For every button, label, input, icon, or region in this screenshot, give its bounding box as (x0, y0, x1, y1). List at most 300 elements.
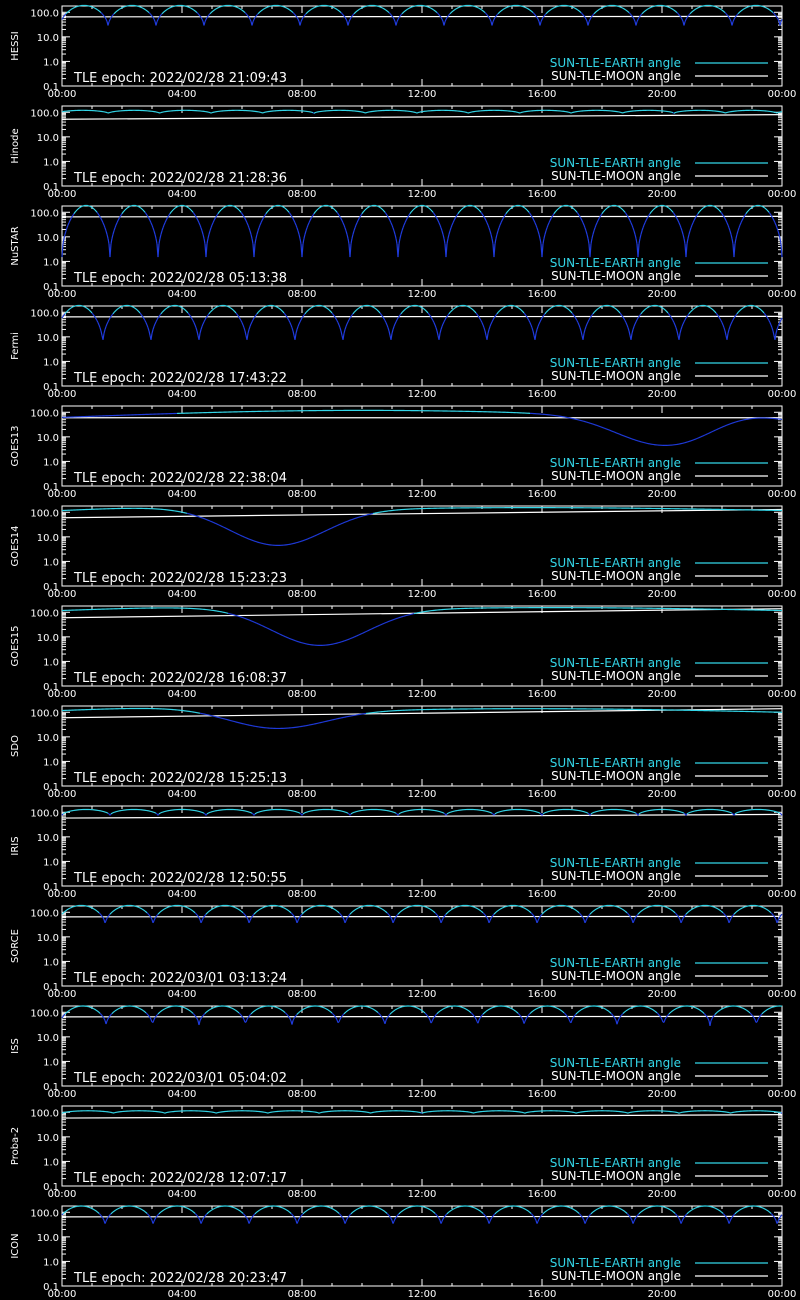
earth-angle-segment (192, 211, 193, 212)
earth-angle-segment (194, 323, 195, 325)
earth-angle-segment (493, 19, 494, 21)
earth-angle-segment (775, 15, 776, 16)
earth-angle-segment (393, 327, 394, 330)
earth-angle-segment (206, 244, 207, 257)
earth-angle-segment (415, 207, 416, 208)
earth-angle-segment (677, 219, 678, 221)
earth-angle-segment (200, 225, 201, 228)
earth-angle-segment (342, 14, 343, 15)
x-tick-label: 12:00 (407, 489, 437, 500)
earth-angle-segment (551, 9, 552, 10)
earth-angle-segment (336, 319, 337, 321)
earth-angle-segment (450, 311, 451, 312)
earth-angle-segment (527, 317, 528, 319)
earth-angle-segment (532, 12, 533, 13)
x-tick-label: 00:00 (767, 289, 797, 300)
earth-angle-segment (253, 318, 254, 320)
earth-angle-segment (777, 17, 778, 19)
earth-angle-segment (423, 308, 424, 309)
earth-angle-segment (284, 207, 285, 208)
earth-angle-segment (638, 316, 639, 318)
earth-angle-segment (259, 225, 260, 228)
earth-angle-segment (341, 219, 342, 221)
earth-angle-segment (682, 324, 683, 327)
earth-angle-segment (287, 8, 288, 9)
earth-angle-segment (309, 221, 310, 223)
earth-angle-segment (356, 223, 357, 225)
earth-angle-segment (764, 207, 765, 208)
earth-angle-segment (248, 16, 249, 17)
earth-angle-segment (742, 10, 743, 11)
earth-angle-segment (335, 8, 336, 9)
earth-angle-segment (526, 209, 527, 210)
earth-angle-segment (350, 316, 351, 318)
earth-angle-segment (331, 312, 332, 313)
earth-angle-segment (474, 206, 475, 207)
earth-angle-segment (115, 310, 116, 311)
earth-angle-segment (542, 316, 543, 318)
legend-label: SUN-TLE-EARTH angle (549, 356, 681, 370)
y-tick-label: 0.1 (43, 382, 59, 393)
earth-angle-segment (99, 11, 100, 12)
earth-angle-segment (626, 10, 627, 11)
earth-angle-segment (640, 314, 641, 315)
earth-angle-segment (693, 221, 694, 223)
earth-angle-segment (280, 309, 281, 310)
earth-angle-segment (272, 207, 273, 208)
y-tick-label: 10.0 (36, 232, 59, 244)
earth-angle-segment (761, 310, 762, 311)
earth-angle-segment (383, 8, 384, 9)
earth-angle-segment (438, 14, 439, 15)
earth-angle-segment (212, 11, 213, 12)
earth-angle-segment (734, 316, 735, 318)
earth-angle-segment (768, 9, 769, 10)
earth-angle-segment (452, 223, 453, 225)
earth-angle-segment (599, 9, 600, 10)
earth-angle-segment (164, 223, 165, 225)
earth-angle-segment (501, 309, 502, 310)
earth-angle-segment (239, 317, 240, 319)
earth-angle-segment (220, 210, 221, 211)
earth-angle-segment (185, 310, 186, 311)
x-tick-label: 12:00 (407, 189, 437, 200)
earth-angle-segment (674, 214, 675, 215)
earth-angle-segment (546, 228, 547, 231)
earth-angle-segment (727, 333, 728, 339)
earth-angle-segment (306, 311, 307, 312)
earth-angle-segment (163, 12, 164, 13)
tle-epoch: TLE epoch: 2022/02/28 21:28:36 (74, 171, 288, 186)
earth-angle-segment (591, 16, 592, 17)
earth-angle-segment (250, 231, 251, 234)
earth-angle-segment (448, 234, 449, 238)
earth-angle-segment (479, 317, 480, 319)
earth-angle-segment (408, 8, 409, 9)
earth-angle-segment (556, 210, 557, 211)
earth-angle-segment (186, 206, 187, 207)
earth-angle-segment (479, 210, 480, 211)
earth-angle-segment (337, 212, 338, 213)
earth-angle-segment (341, 331, 342, 335)
earth-angle-segment (681, 17, 682, 19)
earth-angle-segment (765, 314, 766, 315)
earth-angle-segment (648, 215, 649, 217)
earth-angle-segment (288, 211, 289, 212)
earth-angle-segment (406, 308, 407, 309)
earth-angle-segment (112, 15, 113, 16)
earth-angle-segment (186, 311, 187, 312)
earth-angle-segment (117, 10, 118, 11)
earth-angle-segment (169, 8, 170, 9)
earth-angle-segment (526, 316, 527, 318)
earth-angle-segment (774, 221, 775, 223)
earth-angle-segment (299, 234, 300, 238)
earth-angle-segment (248, 330, 249, 334)
earth-angle-segment (531, 11, 532, 12)
earth-angle-segment (775, 333, 776, 339)
earth-angle-segment (624, 319, 625, 321)
earth-angle-segment (380, 207, 381, 208)
earth-angle-segment (723, 215, 724, 217)
earth-angle-segment (668, 207, 669, 208)
earth-angle-segment (68, 223, 69, 225)
earth-angle-segment (475, 207, 476, 208)
earth-angle-segment (477, 208, 478, 209)
earth-angle-segment (488, 225, 489, 228)
x-tick-label: 16:00 (527, 289, 557, 300)
earth-angle-segment (627, 325, 628, 328)
earth-angle-segment (769, 212, 770, 213)
earth-angle-segment (304, 314, 305, 315)
earth-angle-segment (529, 321, 530, 323)
earth-angle-segment (589, 19, 590, 21)
earth-angle-segment (508, 210, 509, 211)
earth-angle-segment (212, 309, 213, 310)
earth-angle-segment (409, 214, 410, 215)
earth-angle-segment (357, 309, 358, 310)
earth-angle-segment (327, 308, 328, 309)
earth-angle-segment (639, 16, 640, 17)
earth-angle-segment (540, 320, 541, 322)
earth-angle-segment (209, 14, 210, 15)
earth-angle-segment (725, 13, 726, 14)
earth-angle-segment (500, 309, 501, 310)
earth-angle-segment (454, 219, 455, 221)
earth-angle-segment (115, 12, 116, 13)
earth-angle-segment (455, 307, 456, 308)
earth-angle-segment (728, 16, 729, 17)
earth-angle-segment (502, 219, 503, 221)
earth-angle-segment (155, 234, 156, 238)
earth-angle-segment (79, 207, 80, 208)
earth-angle-segment (634, 324, 635, 327)
earth-angle-segment (697, 8, 698, 9)
earth-angle-segment (279, 308, 280, 309)
earth-angle-segment (626, 323, 627, 325)
earth-angle-segment (348, 238, 349, 243)
earth-angle-segment (422, 308, 423, 309)
earth-angle-segment (204, 320, 205, 322)
earth-angle-segment (522, 206, 523, 207)
earth-angle-segment (236, 313, 237, 314)
earth-angle-segment (384, 9, 385, 10)
earth-angle-segment (433, 321, 434, 323)
earth-angle-segment (191, 8, 192, 9)
earth-angle-segment (203, 234, 204, 238)
earth-angle-segment (285, 314, 286, 315)
earth-angle-segment (597, 309, 598, 310)
earth-angle-segment (231, 308, 232, 309)
earth-angle-segment (197, 331, 198, 335)
earth-angle-segment (114, 311, 115, 312)
earth-angle-segment (730, 231, 731, 234)
earth-angle-segment (260, 309, 261, 310)
earth-angle-segment (126, 208, 127, 209)
earth-angle-segment (307, 12, 308, 13)
earth-angle-segment (536, 225, 537, 228)
earth-angle-segment (161, 14, 162, 15)
earth-angle-segment (495, 238, 496, 243)
earth-angle-segment (758, 308, 759, 309)
earth-angle-segment (296, 225, 297, 228)
earth-angle-segment (722, 323, 723, 325)
earth-angle-segment (124, 210, 125, 211)
earth-angle-segment (388, 12, 389, 13)
earth-angle-segment (444, 22, 445, 26)
earth-angle-segment (213, 10, 214, 11)
earth-angle-segment (239, 210, 240, 211)
earth-angle-segment (311, 307, 312, 308)
earth-angle-segment (66, 311, 67, 312)
earth-angle-segment (632, 16, 633, 17)
earth-angle-segment (682, 19, 683, 21)
earth-angle-segment (692, 223, 693, 225)
earth-angle-segment (646, 10, 647, 11)
earth-angle-segment (71, 9, 72, 10)
earth-angle-segment (763, 207, 764, 208)
earth-angle-segment (523, 312, 524, 313)
earth-angle-segment (102, 221, 103, 223)
earth-angle-segment (592, 234, 593, 238)
earth-angle-segment (237, 314, 238, 315)
earth-angle-segment (724, 12, 725, 13)
earth-angle-segment (442, 19, 443, 21)
earth-angle-segment (600, 307, 601, 308)
earth-angle-segment (633, 17, 634, 19)
earth-angle-segment (533, 331, 534, 335)
earth-angle-segment (676, 328, 677, 331)
earth-angle-segment (719, 8, 720, 9)
earth-angle-segment (566, 308, 567, 309)
earth-angle-segment (432, 211, 433, 212)
earth-angle-segment (537, 228, 538, 231)
earth-angle-segment (625, 212, 626, 213)
y-tick-label: 1.0 (43, 557, 59, 569)
earth-angle-segment (694, 219, 695, 221)
earth-angle-segment (589, 318, 590, 320)
earth-angle-segment (665, 310, 666, 311)
earth-angle-segment (539, 234, 540, 238)
earth-angle-segment (583, 333, 584, 339)
earth-angle-segment (96, 319, 97, 321)
earth-angle-segment (593, 14, 594, 15)
earth-angle-segment (535, 223, 536, 225)
earth-angle-segment (438, 221, 439, 223)
earth-angle-segment (719, 317, 720, 319)
earth-angle-segment (158, 244, 159, 257)
earth-angle-segment (305, 231, 306, 234)
earth-angle-segment (431, 210, 432, 211)
earth-angle-segment (648, 8, 649, 9)
earth-angle-segment (108, 22, 109, 26)
earth-angle-segment (497, 231, 498, 234)
earth-angle-segment (154, 231, 155, 234)
earth-angle-segment (482, 10, 483, 11)
earth-angle-segment (195, 325, 196, 328)
earth-angle-segment (177, 206, 178, 207)
earth-angle-segment (255, 315, 256, 316)
earth-angle-segment (310, 10, 311, 11)
earth-angle-segment (536, 330, 537, 334)
earth-angle-segment (281, 310, 282, 311)
earth-angle-segment (732, 22, 733, 26)
earth-angle-segment (540, 238, 541, 243)
earth-angle-segment (134, 308, 135, 309)
y-tick-label: 1.0 (43, 157, 59, 169)
earth-angle-segment (187, 207, 188, 208)
earth-angle-segment (736, 314, 737, 315)
earth-angle-segment (340, 12, 341, 13)
earth-angle-segment (354, 13, 355, 14)
earth-angle-segment (641, 14, 642, 15)
earth-angle-segment (332, 207, 333, 208)
earth-angle-segment (571, 207, 572, 208)
earth-angle-segment (202, 231, 203, 234)
earth-angle-segment (549, 309, 550, 310)
earth-angle-segment (121, 8, 122, 9)
earth-angle-segment (694, 10, 695, 11)
earth-angle-segment (446, 316, 447, 318)
earth-angle-segment (238, 209, 239, 210)
earth-angle-segment (402, 13, 403, 14)
earth-angle-segment (550, 308, 551, 309)
earth-angle-segment (444, 238, 445, 243)
earth-angle-segment (709, 307, 710, 308)
earth-angle-segment (498, 13, 499, 14)
earth-angle-segment (198, 221, 199, 223)
earth-angle-segment (295, 223, 296, 225)
earth-angle-segment (457, 8, 458, 9)
earth-angle-segment (614, 308, 615, 309)
x-tick-label: 08:00 (287, 289, 317, 300)
x-tick-label: 00:00 (47, 89, 77, 100)
earth-angle-segment (249, 17, 250, 19)
earth-angle-segment (582, 14, 583, 15)
earth-angle-segment (617, 310, 618, 311)
earth-angle-segment (341, 13, 342, 14)
earth-angle-segment (690, 311, 691, 312)
earth-angle-segment (768, 211, 769, 212)
earth-angle-segment (641, 312, 642, 313)
earth-angle-segment (635, 234, 636, 238)
earth-angle-segment (67, 12, 68, 13)
earth-angle-segment (245, 331, 246, 335)
earth-angle-segment (383, 210, 384, 211)
earth-angle-segment (224, 207, 225, 208)
earth-angle-segment (172, 210, 173, 211)
earth-angle-segment (162, 13, 163, 14)
earth-angle-segment (577, 321, 578, 323)
earth-angle-segment (65, 231, 66, 234)
earth-angle-segment (120, 215, 121, 217)
earth-angle-segment (72, 215, 73, 217)
earth-angle-segment (293, 331, 294, 335)
legend (550, 56, 768, 83)
earth-angle-segment (584, 16, 585, 17)
earth-angle-segment (379, 207, 380, 208)
earth-angle-segment (259, 12, 260, 13)
earth-angle-segment (601, 8, 602, 9)
earth-angle-segment (643, 12, 644, 13)
earth-angle-segment (578, 10, 579, 11)
earth-angle-segment (490, 324, 491, 327)
earth-angle-segment (106, 19, 107, 21)
earth-angle-segment (111, 315, 112, 316)
earth-angle-segment (485, 331, 486, 335)
earth-angle-segment (448, 15, 449, 16)
earth-angle-segment (655, 207, 656, 208)
earth-angle-segment (673, 321, 674, 323)
x-tick-label: 00:00 (47, 489, 77, 500)
earth-angle-segment (596, 223, 597, 225)
earth-angle-segment (632, 330, 633, 334)
earth-angle-segment (463, 207, 464, 208)
earth-angle-segment (68, 11, 69, 12)
earth-angle-segment (368, 207, 369, 208)
earth-angle-segment (588, 22, 589, 26)
earth-angle-segment (189, 208, 190, 209)
earth-angle-segment (436, 12, 437, 13)
earth-angle-segment (211, 225, 212, 228)
earth-angle-segment (138, 206, 139, 207)
earth-angle-segment (348, 22, 349, 26)
earth-angle-segment (378, 206, 379, 207)
earth-angle-segment (527, 8, 528, 9)
earth-angle-segment (733, 19, 734, 21)
earth-angle-segment (271, 207, 272, 208)
legend-label: SUN-TLE-MOON angle (551, 69, 681, 83)
earth-angle-segment (511, 207, 512, 208)
earth-angle-segment (359, 9, 360, 10)
earth-angle-segment (530, 323, 531, 325)
earth-angle-segment (64, 15, 65, 16)
earth-angle-segment (588, 238, 589, 243)
earth-angle-segment (267, 211, 268, 212)
earth-angle-segment (450, 228, 451, 231)
earth-angle-segment (221, 209, 222, 210)
earth-angle-segment (303, 315, 304, 316)
earth-angle-segment (445, 19, 446, 21)
earth-angle-segment (650, 212, 651, 213)
earth-angle-segment (625, 9, 626, 10)
earth-angle-segment (726, 14, 727, 15)
earth-angle-segment (312, 307, 313, 308)
earth-angle-segment (377, 310, 378, 311)
earth-angle-segment (375, 308, 376, 309)
earth-angle-segment (111, 16, 112, 17)
earth-angle-segment (630, 14, 631, 15)
